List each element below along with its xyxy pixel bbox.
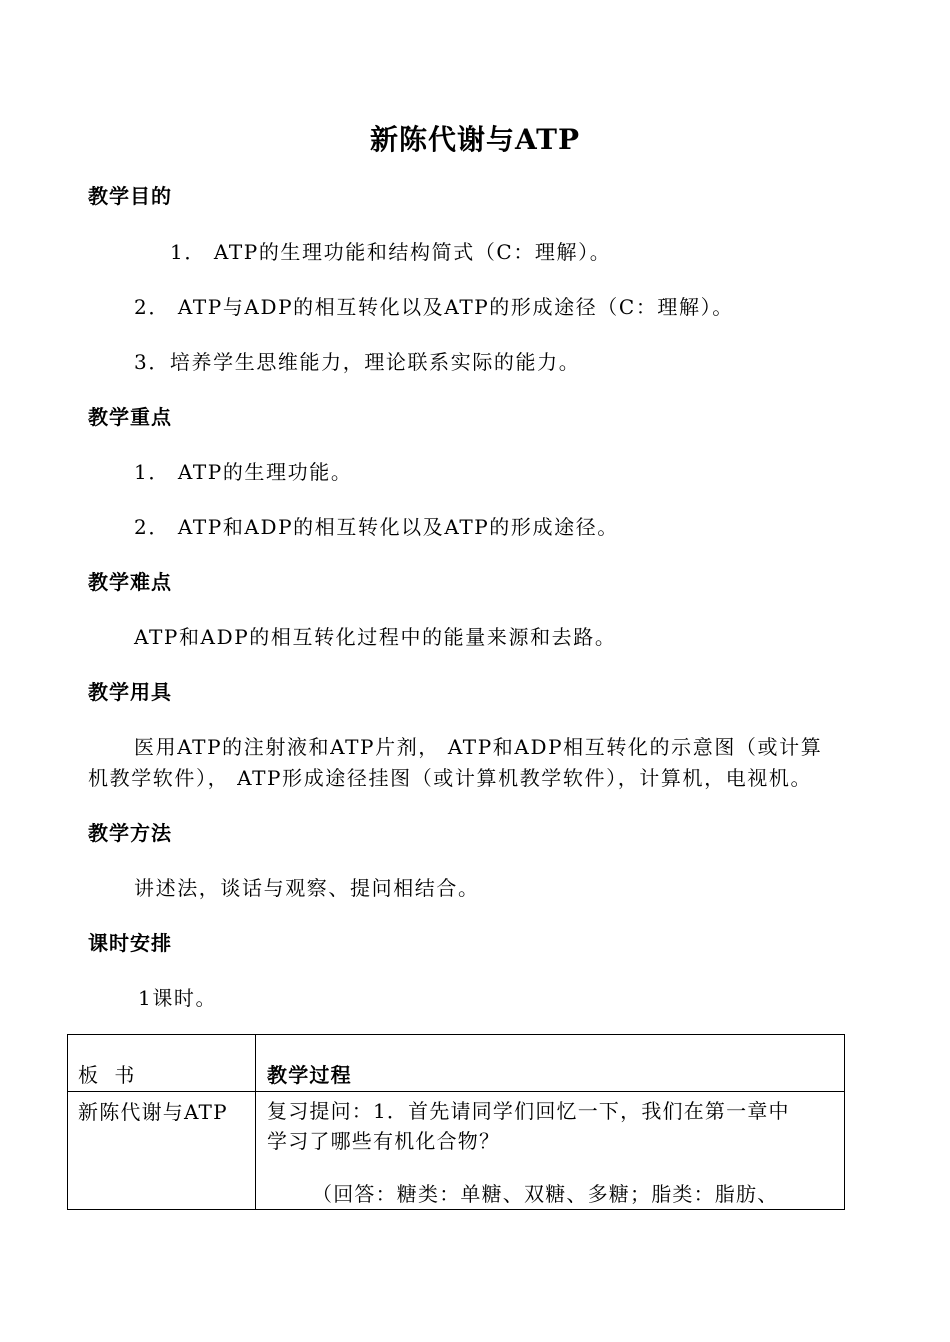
table-header-process-label: 教学过程 xyxy=(267,1063,352,1087)
materials-text-line-1: 医用ATP的注射液和ATP片剂， ATP和ADP相互转化的示意图（或计算 xyxy=(134,735,823,759)
process-line-2: 学习了哪些有机化合物？ xyxy=(267,1129,501,1153)
table-header-board-label: 板 书 xyxy=(78,1063,136,1087)
table-header-process xyxy=(256,1035,845,1092)
table-header-board xyxy=(68,1035,256,1092)
objective-item-2: 2． ATP与ADP的相互转化以及ATP的形成途径（C：理解）。 xyxy=(134,295,734,319)
table-cell-board xyxy=(68,1092,256,1210)
process-line-1: 复习提问：1．首先请同学们回忆一下，我们在第一章中 xyxy=(267,1099,790,1123)
schedule-text: 1课时。 xyxy=(138,986,218,1010)
section-heading-materials: 教学用具 xyxy=(88,680,172,704)
difficulty-text: ATP和ADP的相互转化过程中的能量来源和去路。 xyxy=(134,625,617,649)
section-heading-key-points: 教学重点 xyxy=(88,405,172,429)
table-cell-board-text: 新陈代谢与ATP xyxy=(78,1100,228,1124)
page-title: 新陈代谢与ATP xyxy=(369,123,581,156)
objective-item-1: 1． ATP的生理功能和结构简式（C：理解）。 xyxy=(170,240,612,264)
key-point-item-1: 1． ATP的生理功能。 xyxy=(134,460,353,484)
section-heading-schedule: 课时安排 xyxy=(88,931,172,955)
table-cell-process xyxy=(256,1092,845,1210)
section-heading-methods: 教学方法 xyxy=(88,821,172,845)
section-heading-difficulties: 教学难点 xyxy=(88,570,172,594)
section-heading-objectives: 教学目的 xyxy=(88,184,172,208)
process-line-3: （回答：糖类：单糖、双糖、多糖；脂类：脂肪、 xyxy=(312,1182,779,1206)
materials-text-line-2: 机教学软件）， ATP形成途径挂图（或计算机教学软件），计算机，电视机。 xyxy=(88,766,813,790)
methods-text: 讲述法，谈话与观察、提问相结合。 xyxy=(134,876,480,900)
objective-item-3: 3．培养学生思维能力，理论联系实际的能力。 xyxy=(134,350,581,374)
key-point-item-2: 2． ATP和ADP的相互转化以及ATP的形成途径。 xyxy=(134,515,619,539)
lesson-table xyxy=(67,1034,845,1210)
